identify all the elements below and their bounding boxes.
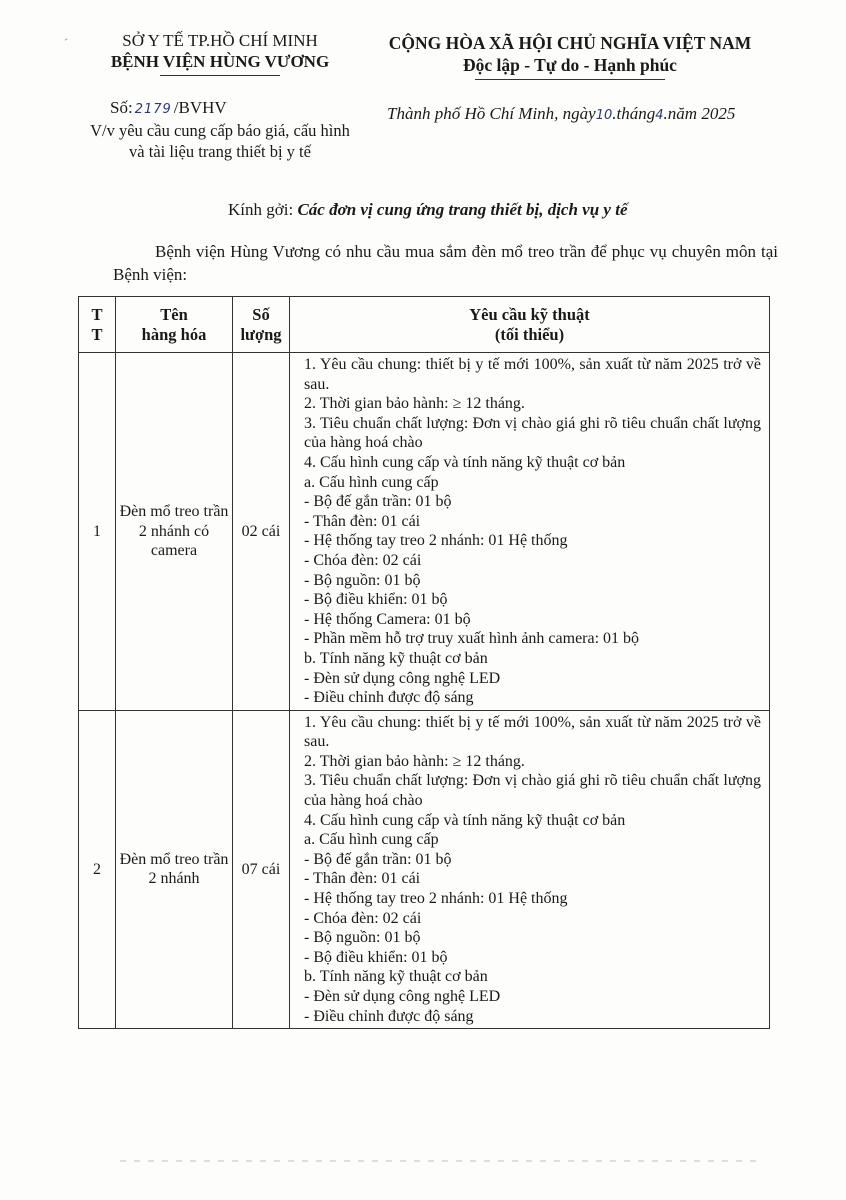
issuer-underline bbox=[160, 75, 280, 76]
requirement-line: 3. Tiêu chuẩn chất lượng: Đơn vị chào giá ghi rõ tiêu chuẩn chất lượng của hàng hoá chào bbox=[304, 772, 761, 810]
subject-line-1: V/v yêu cầu cung cấp báo giá, cấu hình bbox=[90, 121, 350, 140]
header-tt bbox=[79, 297, 116, 353]
header-tt-line1: T bbox=[91, 304, 103, 324]
motto-underline bbox=[475, 79, 665, 80]
item-quantity: 07 cái bbox=[233, 710, 290, 1029]
date-prefix: Thành phố Hồ Chí Minh, ngày bbox=[387, 104, 596, 123]
issuer-hospital: BỆNH VIỆN HÙNG VƯƠNG bbox=[110, 52, 330, 71]
requirement-line: - Đèn sử dụng công nghệ LED bbox=[304, 988, 501, 1005]
header-qty bbox=[233, 297, 290, 353]
date-year: năm 2025 bbox=[667, 104, 736, 123]
header-req-line1: Yêu cầu kỹ thuật bbox=[469, 304, 590, 324]
requirement-line: - Bộ đế gắn trần: 01 bộ bbox=[304, 493, 452, 511]
requirement-line: b. Tính năng kỹ thuật cơ bản bbox=[304, 968, 488, 986]
document-number-prefix: Số: bbox=[110, 98, 133, 117]
requirement-line: - Hệ thống Camera: 01 bộ bbox=[304, 610, 471, 628]
item-name: Đèn mổ treo trần 2 nhánh có camera bbox=[116, 353, 233, 711]
greeting-label: Kính gởi: bbox=[228, 200, 294, 219]
greeting bbox=[228, 200, 628, 220]
requirement-line: 2. Thời gian bảo hành: ≥ 12 tháng. bbox=[304, 395, 525, 413]
header-requirements bbox=[290, 297, 770, 353]
requirement-line: - Chóa đèn: 02 cái bbox=[304, 909, 422, 927]
issuer-header bbox=[70, 30, 370, 76]
scan-speck: ˊ bbox=[64, 36, 68, 50]
requirement-line: - Bộ nguồn: 01 bộ bbox=[304, 929, 421, 947]
greeting-recipient: Các đơn vị cung ứng trang thiết bị, dịch vụ y tế bbox=[297, 200, 628, 219]
requirement-line: - Đèn sử dụng công nghệ LED bbox=[304, 669, 501, 687]
requirement-line: 2. Thời gian bảo hành: ≥ 12 tháng. bbox=[304, 752, 525, 770]
requirement-line: - Thân đèn: 01 cái bbox=[304, 870, 421, 888]
requirement-line: - Điều chỉnh được độ sáng bbox=[304, 689, 474, 707]
requirement-line: - Hệ thống tay treo 2 nhánh: 01 Hệ thống bbox=[304, 532, 568, 550]
subject-line-2: và tài liệu trang thiết bị y tế bbox=[129, 142, 311, 161]
requirement-line: - Thân đèn: 01 cái bbox=[304, 512, 421, 530]
item-quantity: 02 cái bbox=[233, 353, 290, 711]
date-month-label: tháng bbox=[616, 104, 656, 123]
requirement-line: 1. Yêu cầu chung: thiết bị y tế mới 100%, sản xuất từ năm 2025 trở về sau. bbox=[304, 713, 761, 751]
header-name bbox=[116, 297, 233, 353]
requirement-line: - Phần mềm hỗ trợ truy xuất hình ảnh camera: 01 bộ bbox=[304, 630, 640, 648]
document-number-handwritten: 2179 bbox=[134, 102, 172, 117]
table-header-row bbox=[79, 297, 770, 353]
header-name-line1: Tên bbox=[160, 304, 188, 324]
document-date: Thành phố Hồ Chí Minh, ngày10.tháng4.năm 2025 bbox=[387, 104, 736, 123]
document-subject bbox=[60, 120, 380, 162]
requirement-line: - Hệ thống tay treo 2 nhánh: 01 Hệ thống bbox=[304, 890, 568, 908]
requirement-line: - Bộ điều khiển: 01 bộ bbox=[304, 948, 448, 966]
item-name: Đèn mổ treo trần 2 nhánh bbox=[116, 710, 233, 1029]
intro-paragraph: Bệnh viện Hùng Vương có nhu cầu mua sắm đèn mổ treo trần để phục vụ chuyên môn tại Bệnh viện: bbox=[113, 242, 778, 284]
requirement-line: b. Tính năng kỹ thuật cơ bản bbox=[304, 649, 488, 667]
item-requirements bbox=[290, 710, 770, 1029]
requirement-line: a. Cấu hình cung cấp bbox=[304, 831, 439, 849]
scan-artifact bbox=[120, 1160, 760, 1162]
document-number-suffix: /BVHV bbox=[173, 98, 227, 117]
requirement-line: - Chóa đèn: 02 cái bbox=[304, 551, 422, 569]
document-number bbox=[110, 98, 227, 118]
row-number: 1 bbox=[79, 353, 116, 711]
date-day: 10 bbox=[595, 108, 613, 123]
row-number: 2 bbox=[79, 710, 116, 1029]
requirement-line: 4. Cấu hình cung cấp và tính năng kỹ thuật cơ bản bbox=[304, 811, 626, 829]
requirement-line: 1. Yêu cầu chung: thiết bị y tế mới 100%, sản xuất từ năm 2025 trở về sau. bbox=[304, 356, 761, 393]
requirement-line: - Bộ điều khiển: 01 bộ bbox=[304, 591, 448, 609]
table-row bbox=[79, 353, 770, 711]
requirement-line: a. Cấu hình cung cấp bbox=[304, 473, 439, 491]
issuer-department: SỞ Y TẾ TP.HỒ CHÍ MINH bbox=[122, 31, 318, 50]
header-name-line2: hàng hóa bbox=[141, 324, 207, 344]
national-header bbox=[365, 32, 775, 80]
date-month: 4 bbox=[655, 108, 664, 123]
header-qty-line1: Số bbox=[252, 304, 270, 324]
item-requirements bbox=[290, 353, 770, 711]
header-qty-line2: lượng bbox=[240, 324, 282, 344]
header-tt-line2: T bbox=[91, 324, 103, 344]
requirements-table bbox=[78, 296, 770, 1029]
table-row bbox=[79, 710, 770, 1029]
requirement-line: - Bộ đế gắn trần: 01 bộ bbox=[304, 850, 452, 868]
national-motto: Độc lập - Tự do - Hạnh phúc bbox=[463, 55, 677, 75]
requirement-line: - Bộ nguồn: 01 bộ bbox=[304, 571, 421, 589]
national-title: CỘNG HÒA XÃ HỘI CHỦ NGHĨA VIỆT NAM bbox=[388, 33, 752, 53]
requirement-line: - Điều chỉnh được độ sáng bbox=[304, 1007, 474, 1025]
header-req-line2: (tối thiểu) bbox=[494, 324, 565, 344]
requirement-line: 4. Cấu hình cung cấp và tính năng kỹ thuật cơ bản bbox=[304, 453, 626, 471]
requirement-line: 3. Tiêu chuẩn chất lượng: Đơn vị chào giá ghi rõ tiêu chuẩn chất lượng của hàng hoá chào bbox=[304, 414, 761, 452]
